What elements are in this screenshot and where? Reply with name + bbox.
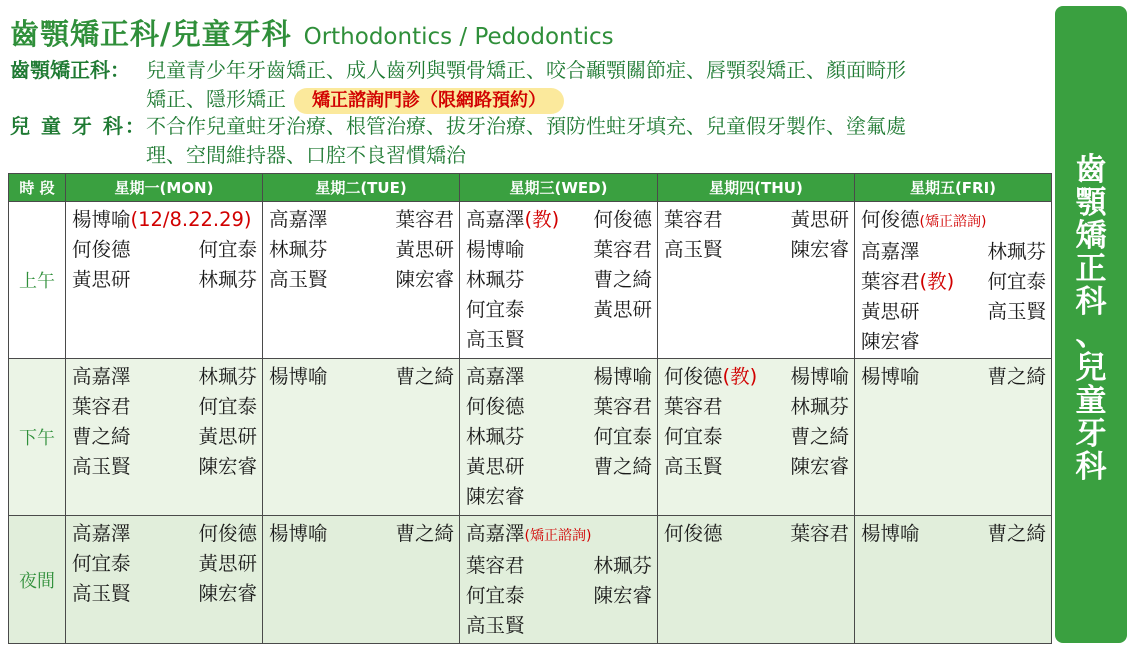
doctor-entry bbox=[395, 205, 454, 235]
doctor-entry bbox=[664, 392, 786, 422]
doctor-list bbox=[269, 519, 454, 549]
doctor-list bbox=[72, 205, 257, 295]
doctor-name: 何俊德 bbox=[593, 208, 652, 231]
table-row-evening bbox=[9, 516, 1052, 644]
doctor-entry bbox=[395, 235, 454, 265]
doctor-name: 林珮芬 bbox=[466, 425, 525, 448]
table-row-morning bbox=[9, 202, 1052, 359]
doctor-entry bbox=[198, 362, 257, 392]
pedo-services-line-1: 不合作兒童蛀牙治療、根管治療、拔牙治療、預防性蛀牙填充、兒童假牙製作、塗氟處 bbox=[146, 114, 906, 138]
doctor-entry bbox=[664, 205, 786, 235]
doctor-entry bbox=[593, 452, 652, 482]
doctor-name: 曹之綺 bbox=[395, 365, 454, 388]
doctor-entry bbox=[395, 362, 454, 392]
doctor-name: 高玉賢 bbox=[269, 268, 328, 291]
doctor-entry bbox=[593, 205, 652, 235]
doctor-name: 何宜泰 bbox=[198, 395, 257, 418]
period-afternoon: 下午 bbox=[9, 359, 66, 516]
schedule-cell bbox=[263, 202, 460, 359]
doctor-entry bbox=[198, 549, 257, 579]
doctor-note: (矯正諮詢) bbox=[524, 528, 592, 544]
doctor-entry bbox=[72, 362, 194, 392]
doctor-entry bbox=[72, 519, 194, 549]
schedule-cell bbox=[263, 516, 460, 644]
doctor-entry bbox=[664, 422, 786, 452]
doctor-name: 陳宏睿 bbox=[395, 268, 454, 291]
schedule-cell bbox=[263, 359, 460, 516]
doctor-name: 葉容君 bbox=[466, 554, 525, 577]
doctor-entry bbox=[198, 235, 257, 265]
page-title bbox=[10, 12, 614, 52]
doctor-entry bbox=[466, 392, 589, 422]
doctor-name: 陳宏睿 bbox=[861, 330, 920, 353]
doctor-name: 高玉賢 bbox=[466, 614, 525, 637]
doctor-name: 曹之綺 bbox=[593, 268, 652, 291]
doctor-name: 何宜泰 bbox=[593, 425, 652, 448]
doctor-list bbox=[664, 362, 849, 482]
doctor-entry bbox=[466, 362, 589, 392]
doctor-name: 黃思研 bbox=[466, 455, 525, 478]
doctor-name: 楊博喻 bbox=[466, 238, 525, 261]
doctor-entry bbox=[269, 519, 391, 549]
doctor-entry bbox=[466, 611, 652, 641]
title-english: Orthodontics / Pedodontics bbox=[303, 24, 614, 50]
doctor-name: 何俊德 bbox=[198, 522, 257, 545]
doctor-entry bbox=[664, 235, 786, 265]
doctor-entry bbox=[466, 295, 589, 325]
doctor-name: 林珮芬 bbox=[198, 365, 257, 388]
doctor-entry bbox=[466, 551, 589, 581]
doctor-list bbox=[466, 519, 652, 641]
doctor-name: 曹之綺 bbox=[72, 425, 131, 448]
doctor-list bbox=[269, 205, 454, 295]
doctor-note: (矯正諮詢) bbox=[919, 214, 987, 230]
doctor-entry bbox=[593, 392, 652, 422]
doctor-entry bbox=[269, 265, 391, 295]
doctor-entry bbox=[790, 235, 849, 265]
doctor-name: 葉容君 bbox=[593, 395, 652, 418]
doctor-entry bbox=[72, 265, 194, 295]
doctor-name: 葉容君 bbox=[861, 270, 920, 293]
table-header-row bbox=[9, 174, 1052, 202]
doctor-name: 高嘉澤 bbox=[466, 208, 525, 231]
doctor-name: 黃思研 bbox=[395, 238, 454, 261]
side-tab-char: 矯 bbox=[1075, 218, 1107, 254]
doctor-name: 黃思研 bbox=[593, 298, 652, 321]
doctor-note: (教) bbox=[524, 208, 560, 231]
clinic-schedule-table bbox=[8, 173, 1052, 644]
doctor-entry bbox=[987, 237, 1046, 267]
doctor-list bbox=[466, 362, 652, 512]
doctor-name: 何俊德 bbox=[72, 238, 131, 261]
doctor-note: (教) bbox=[722, 365, 758, 388]
doctor-entry bbox=[72, 235, 194, 265]
side-tab-char: 、 bbox=[1075, 317, 1107, 353]
consult-clinic-badge: 矯正諮詢門診（限網路預約） bbox=[294, 88, 564, 114]
ortho-label: 齒顎矯正科： bbox=[10, 58, 130, 82]
doctor-entry bbox=[198, 519, 257, 549]
title-chinese: 齒顎矯正科/兒童牙科 bbox=[10, 17, 292, 51]
doctor-entry bbox=[861, 519, 983, 549]
doctor-entry bbox=[593, 422, 652, 452]
doctor-name: 葉容君 bbox=[664, 208, 723, 231]
doctor-name: 黃思研 bbox=[861, 300, 920, 323]
doctor-name: 曹之綺 bbox=[593, 455, 652, 478]
doctor-entry bbox=[987, 362, 1046, 392]
doctor-entry bbox=[987, 267, 1046, 297]
side-tab-char: 牙 bbox=[1075, 416, 1107, 452]
doctor-list bbox=[664, 519, 849, 549]
doctor-entry bbox=[466, 452, 589, 482]
doctor-name: 何俊德 bbox=[861, 208, 920, 231]
doctor-name: 葉容君 bbox=[790, 522, 849, 545]
doctor-name: 楊博喻 bbox=[72, 208, 131, 231]
doctor-name: 陳宏睿 bbox=[466, 485, 525, 508]
doctor-entry bbox=[198, 579, 257, 609]
doctor-entry bbox=[593, 551, 652, 581]
header-monday: 星期一(MON) bbox=[66, 174, 263, 202]
doctor-entry bbox=[664, 452, 786, 482]
doctor-name: 黃思研 bbox=[72, 268, 131, 291]
doctor-name: 曹之綺 bbox=[987, 365, 1046, 388]
side-tab-char: 顎 bbox=[1075, 185, 1107, 221]
header-wednesday: 星期三(WED) bbox=[460, 174, 658, 202]
side-tab-char: 正 bbox=[1075, 251, 1107, 287]
doctor-name: 曹之綺 bbox=[790, 425, 849, 448]
doctor-name: 楊博喻 bbox=[861, 522, 920, 545]
doctor-name: 何宜泰 bbox=[198, 238, 257, 261]
doctor-entry bbox=[790, 362, 849, 392]
doctor-name: 葉容君 bbox=[395, 208, 454, 231]
doctor-name: 高嘉澤 bbox=[466, 522, 525, 545]
schedule-cell bbox=[66, 202, 263, 359]
doctor-entry bbox=[395, 265, 454, 295]
doctor-name: 葉容君 bbox=[593, 238, 652, 261]
doctor-entry bbox=[466, 205, 589, 235]
doctor-entry bbox=[790, 392, 849, 422]
doctor-name: 楊博喻 bbox=[790, 365, 849, 388]
doctor-entry bbox=[987, 297, 1046, 327]
doctor-name: 楊博喻 bbox=[269, 522, 328, 545]
ortho-services bbox=[10, 56, 906, 114]
doctor-entry bbox=[269, 362, 391, 392]
header-tuesday: 星期二(TUE) bbox=[263, 174, 460, 202]
doctor-entry bbox=[269, 235, 391, 265]
doctor-list bbox=[861, 362, 1046, 392]
doctor-name: 何宜泰 bbox=[664, 425, 723, 448]
doctor-name: 陳宏睿 bbox=[790, 455, 849, 478]
doctor-name: 陳宏睿 bbox=[198, 582, 257, 605]
doctor-entry bbox=[198, 265, 257, 295]
schedule-cell bbox=[460, 359, 658, 516]
doctor-entry bbox=[72, 205, 257, 235]
side-tab bbox=[1055, 6, 1127, 643]
doctor-name: 何宜泰 bbox=[466, 298, 525, 321]
doctor-list bbox=[861, 519, 1046, 549]
doctor-name: 高嘉澤 bbox=[72, 365, 131, 388]
doctor-entry bbox=[593, 581, 652, 611]
header-period: 時 段 bbox=[9, 174, 66, 202]
doctor-list bbox=[664, 205, 849, 265]
side-tab-char: 童 bbox=[1075, 383, 1107, 419]
doctor-name: 何俊德 bbox=[664, 365, 723, 388]
doctor-entry bbox=[466, 235, 589, 265]
doctor-entry bbox=[466, 265, 589, 295]
side-tab-char: 科 bbox=[1075, 284, 1107, 320]
side-tab-char: 齒 bbox=[1075, 152, 1107, 188]
doctor-name: 楊博喻 bbox=[861, 365, 920, 388]
doctor-name: 曹之綺 bbox=[395, 522, 454, 545]
doctor-entry bbox=[72, 452, 194, 482]
doctor-entry bbox=[593, 295, 652, 325]
doctor-name: 林珮芬 bbox=[198, 268, 257, 291]
doctor-name: 高嘉澤 bbox=[269, 208, 328, 231]
doctor-name: 高嘉澤 bbox=[466, 365, 525, 388]
doctor-entry bbox=[790, 422, 849, 452]
doctor-name: 何俊德 bbox=[664, 522, 723, 545]
doctor-entry bbox=[861, 297, 983, 327]
ortho-services-line-2: 矯正、隱形矯正 bbox=[146, 87, 286, 111]
doctor-name: 何宜泰 bbox=[987, 270, 1046, 293]
doctor-name: 林珮芬 bbox=[466, 268, 525, 291]
doctor-entry bbox=[72, 392, 194, 422]
doctor-entry bbox=[395, 519, 454, 549]
doctor-note: (12/8.22.29) bbox=[130, 208, 252, 231]
side-tab-label bbox=[1055, 154, 1127, 484]
doctor-name: 黃思研 bbox=[198, 425, 257, 448]
doctor-name: 何宜泰 bbox=[72, 552, 131, 575]
doctor-entry bbox=[72, 549, 194, 579]
side-tab-char: 科 bbox=[1075, 449, 1107, 485]
doctor-entry bbox=[790, 519, 849, 549]
doctor-entry bbox=[466, 325, 652, 355]
pedo-services bbox=[10, 112, 906, 170]
header-friday: 星期五(FRI) bbox=[855, 174, 1052, 202]
doctor-name: 高玉賢 bbox=[987, 300, 1046, 323]
doctor-name: 陳宏睿 bbox=[198, 455, 257, 478]
doctor-entry bbox=[198, 422, 257, 452]
doctor-name: 楊博喻 bbox=[593, 365, 652, 388]
doctor-name: 林珮芬 bbox=[269, 238, 328, 261]
doctor-entry bbox=[861, 327, 1046, 357]
table-row-afternoon bbox=[9, 359, 1052, 516]
schedule-cell bbox=[855, 202, 1052, 359]
schedule-cell bbox=[658, 202, 855, 359]
doctor-name: 葉容君 bbox=[72, 395, 131, 418]
schedule-cell bbox=[855, 359, 1052, 516]
doctor-entry bbox=[861, 237, 983, 267]
side-tab-char: 兒 bbox=[1075, 350, 1107, 386]
doctor-entry bbox=[72, 422, 194, 452]
doctor-entry bbox=[198, 392, 257, 422]
doctor-entry bbox=[861, 362, 983, 392]
doctor-entry bbox=[861, 205, 1046, 237]
doctor-entry bbox=[198, 452, 257, 482]
period-evening: 夜間 bbox=[9, 516, 66, 644]
pedo-services-line-2: 理、空間維持器、口腔不良習慣矯治 bbox=[146, 143, 466, 167]
doctor-list bbox=[269, 362, 454, 392]
schedule-cell bbox=[855, 516, 1052, 644]
header-thursday: 星期四(THU) bbox=[658, 174, 855, 202]
doctor-note: (教) bbox=[919, 270, 955, 293]
ortho-services-line-1: 兒童青少年牙齒矯正、成人齒列與顎骨矯正、咬合顳顎關節症、唇顎裂矯正、顏面畸形 bbox=[146, 58, 906, 82]
doctor-list bbox=[72, 519, 257, 609]
doctor-name: 林珮芬 bbox=[593, 554, 652, 577]
doctor-entry bbox=[861, 267, 983, 297]
doctor-name: 高嘉澤 bbox=[72, 522, 131, 545]
doctor-name: 高玉賢 bbox=[72, 455, 131, 478]
doctor-name: 何俊德 bbox=[466, 395, 525, 418]
doctor-name: 楊博喻 bbox=[269, 365, 328, 388]
doctor-entry bbox=[790, 452, 849, 482]
schedule-cell bbox=[460, 202, 658, 359]
schedule-cell bbox=[460, 516, 658, 644]
schedule-cell bbox=[658, 359, 855, 516]
pedo-label: 兒 童 牙 科： bbox=[10, 114, 147, 138]
doctor-entry bbox=[593, 265, 652, 295]
doctor-list bbox=[72, 362, 257, 482]
doctor-entry bbox=[664, 362, 786, 392]
doctor-name: 高玉賢 bbox=[72, 582, 131, 605]
doctor-name: 黃思研 bbox=[790, 208, 849, 231]
doctor-name: 葉容君 bbox=[664, 395, 723, 418]
doctor-entry bbox=[466, 519, 652, 551]
doctor-entry bbox=[664, 519, 786, 549]
doctor-entry bbox=[466, 581, 589, 611]
schedule-cell bbox=[66, 359, 263, 516]
doctor-entry bbox=[987, 519, 1046, 549]
doctor-name: 黃思研 bbox=[198, 552, 257, 575]
doctor-entry bbox=[593, 235, 652, 265]
doctor-entry bbox=[72, 579, 194, 609]
doctor-entry bbox=[466, 422, 589, 452]
doctor-name: 林珮芬 bbox=[987, 240, 1046, 263]
doctor-name: 陳宏睿 bbox=[790, 238, 849, 261]
doctor-entry bbox=[593, 362, 652, 392]
doctor-name: 高嘉澤 bbox=[861, 240, 920, 263]
doctor-list bbox=[861, 205, 1046, 357]
schedule-cell bbox=[66, 516, 263, 644]
doctor-name: 曹之綺 bbox=[987, 522, 1046, 545]
doctor-name: 高玉賢 bbox=[466, 328, 525, 351]
doctor-name: 陳宏睿 bbox=[593, 584, 652, 607]
doctor-name: 高玉賢 bbox=[664, 238, 723, 261]
doctor-entry bbox=[269, 205, 391, 235]
doctor-entry bbox=[790, 205, 849, 235]
doctor-list bbox=[466, 205, 652, 355]
period-morning: 上午 bbox=[9, 202, 66, 359]
doctor-name: 林珮芬 bbox=[790, 395, 849, 418]
doctor-name: 高玉賢 bbox=[664, 455, 723, 478]
schedule-cell bbox=[658, 516, 855, 644]
doctor-entry bbox=[466, 482, 652, 512]
doctor-name: 何宜泰 bbox=[466, 584, 525, 607]
